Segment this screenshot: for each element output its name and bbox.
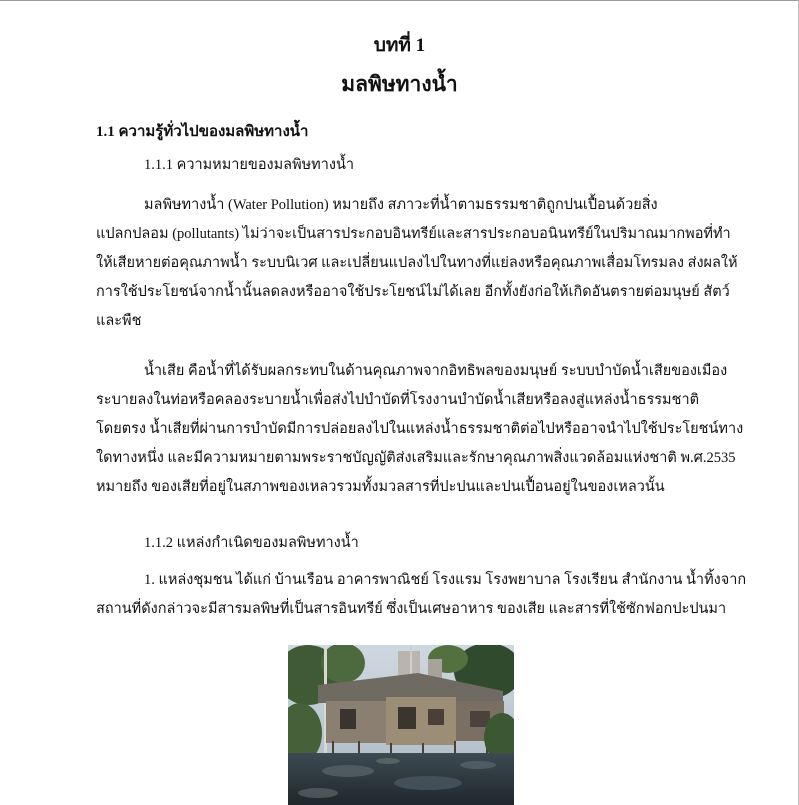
text-line: แปลกปลอม (pollutants) ไม่ว่าจะเป็นสารประกอบอินทรีย์และสารประกอบอนินทรีย์ในปริมาณมากพอที่ทำ: [96, 226, 731, 242]
page-top-border: [0, 0, 799, 1]
chapter-number: บทที่ 1: [373, 35, 426, 56]
polluted-canal-image: [288, 645, 514, 805]
section-heading-1-1: 1.1 ความรู้ทั่วไปของมลพิษทางน้ำ: [96, 124, 309, 140]
subsection-heading-1-1-1: 1.1.1 ความหมายของมลพิษทางน้ำ: [144, 157, 355, 173]
text-line: สถานที่ดังกล่าวจะมีสารมลพิษที่เป็นสารอินทรีย์ ซึ่งเป็นเศษอาหาร ของเสีย และสารที่ใช้ซักฟอกปะปนมา: [96, 601, 727, 617]
text-line: โดยตรง น้ำเสียที่ผ่านการบำบัดมีการปล่อยลงไปในแหล่งน้ำธรรมชาติต่อไปหรืออาจนำไปใช้ประโยชน์ทาง: [96, 421, 744, 437]
text-line: 1. แหล่งชุมชน ได้แก่ บ้านเรือน อาคารพาณิชย์ โรงแรม โรงพยาบาล โรงเรียน สำนักงาน น้ำทิ้งจาก: [144, 572, 747, 588]
text-line: มลพิษทางน้ำ (Water Pollution) หมายถึง สภาวะที่น้ำตามธรรมชาติถูกปนเปื้อนด้วยสิ่ง: [144, 197, 658, 213]
chapter-title: มลพิษทางน้ำ: [341, 72, 458, 96]
text-line: การใช้ประโยชน์จากน้ำนั้นลดลงหรืออาจใช้ประโยชน์ไม่ได้เลย อีกทั้งยังก่อให้เกิดอันตรายต่อมนุษย์ สัตว์: [96, 284, 730, 300]
paragraph-wastewater: [96, 357, 744, 502]
paragraph-sources: [96, 566, 747, 624]
paragraph-definition: [96, 191, 738, 336]
subsection-heading-1-1-2: 1.1.2 แหล่งกำเนิดของมลพิษทางน้ำ: [144, 535, 359, 551]
polluted-canal-photo: [288, 645, 514, 805]
text-line: ให้เสียหายต่อคุณภาพน้ำ ระบบนิเวศ และเปลี่ยนแปลงไปในทางที่แย่ลงหรือคุณภาพเสื่อมโทรมลง ส่งผลให้: [96, 255, 738, 271]
text-line: หมายถึง ของเสียที่อยู่ในสภาพของเหลวรวมทั้งมวลสารที่ปะปนและปนเปื้อนอยู่ในของเหลวนั้น: [96, 479, 665, 495]
text-line: ระบายลงในท่อหรือคลองระบายน้ำเพื่อส่งไปบำบัดที่โรงงานบำบัดน้ำเสียหรือลงสู่แหล่งน้ำธรรมชาติ: [96, 392, 700, 408]
text-line: และพืช: [96, 313, 142, 329]
text-line: ใดทางหนึ่ง และมีความหมายตามพระราชบัญญัติส่งเสริมและรักษาคุณภาพสิ่งแวดล้อมแห่งชาติ พ.ศ.2535: [96, 450, 736, 466]
text-line: น้ำเสีย คือน้ำที่ได้รับผลกระทบในด้านคุณภาพจากอิทธิพลของมนุษย์ ระบบบำบัดน้ำเสียของเมือง: [144, 363, 728, 379]
